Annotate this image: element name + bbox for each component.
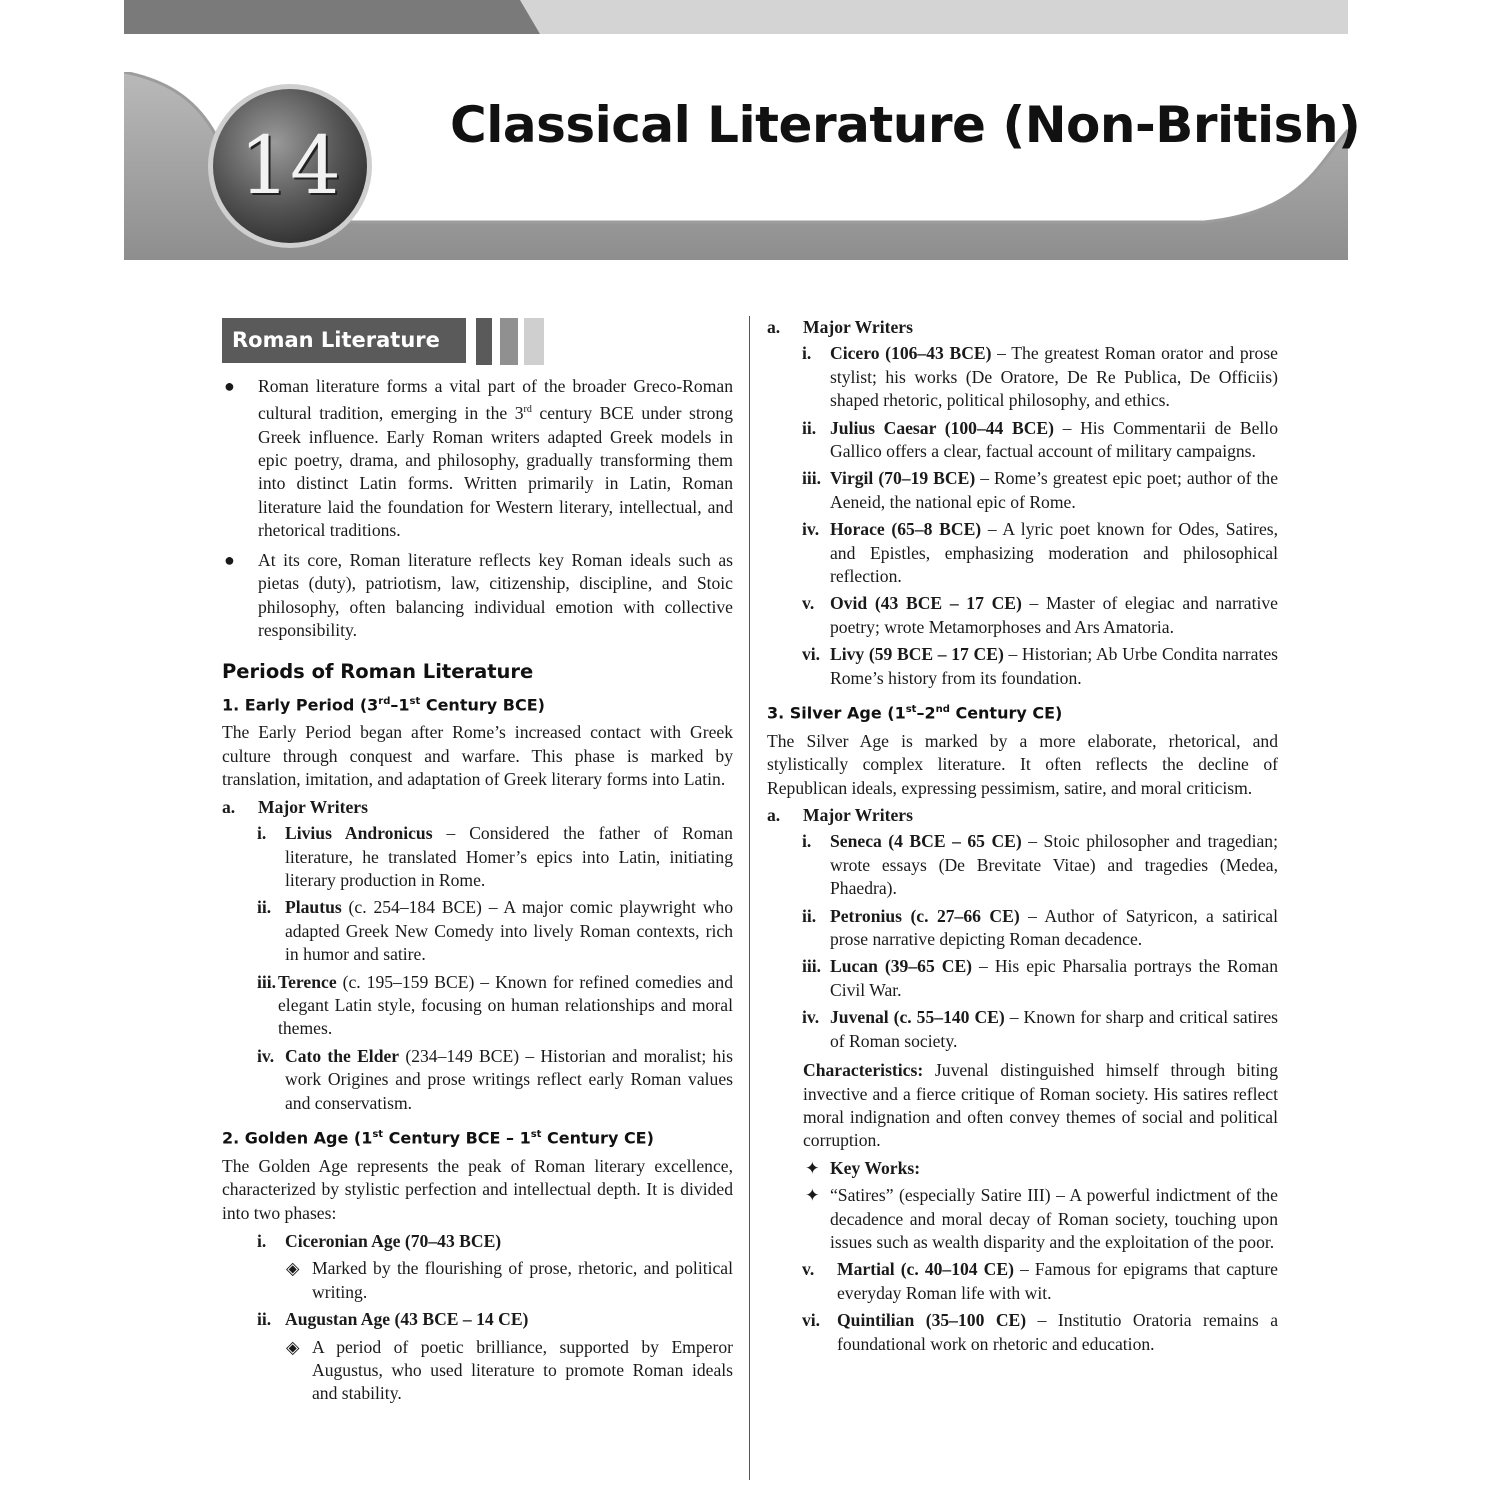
bullet-text: Roman literature forms a vital part of the broader Greco-Roman cultural tradition, emerging in the 3 (258, 376, 733, 424)
writer-item: iii. Lucan (39–65 CE) – His epic Pharsalia portrays the Roman Civil War. (802, 956, 1278, 1000)
right-column (767, 316, 1278, 1360)
writer-name: Lucan (39–65 CE) (830, 956, 973, 977)
writer-name: Plautus (285, 897, 342, 918)
writer-name: Martial (c. 40–104 CE) (837, 1259, 1014, 1280)
writer-item: ii. Julius Caesar (100–44 BCE) – His Commentarii de Bello Gallico offers a clear, factual account of military campaigns. (802, 417, 1278, 462)
writer-item: vi. Quintilian (35–100 CE) – Institutio Oratoria remains a foundational work on rhetoric and education. (802, 1310, 1279, 1354)
star-bullet-icon: ✦ (805, 1157, 820, 1178)
writer-name: Cato the Elder (285, 1045, 400, 1066)
writer-item: iii. Virgil (70–19 BCE) – Rome’s greatest epic poet; author of the Aeneid, the national epic of Rome. (802, 468, 1279, 512)
golden-writers-label: a. Major Writers (767, 317, 913, 337)
section-stripe (524, 318, 544, 365)
silver-writers-label: a. Major Writers (767, 805, 913, 826)
phase-item: ii. Augustan Age (43 BCE – 14 CE) (257, 1309, 529, 1330)
diamond-bullet-icon: ◈ (286, 1336, 300, 1357)
chapter-number: 14 (239, 119, 341, 212)
writer-name: Cicero (106–43 BCE) (830, 343, 992, 364)
writer-name: Horace (65–8 BCE) (830, 519, 982, 540)
writer-name: Livius Andronicus (285, 823, 433, 844)
writer-item: ii. Petronius (c. 27–66 CE) – Author of Satyricon, a satirical prose narrative depicting Roman decadence. (802, 905, 1278, 950)
writer-name: Ovid (43 BCE – 17 CE) (830, 593, 1022, 614)
bullet-text: century BCE under strong Greek influence. Early Roman writers adapted Greek models in epic poetry, drama, and philosophy, gradually transforming them into distinct Latin forms. Written primarily in Latin, Roman literature laid the foundation for Western literary, intellectual, and rhetorical traditions. (258, 403, 734, 541)
writer-name: Julius Caesar (100–44 BCE) (830, 417, 1055, 438)
writer-item: iv. Horace (65–8 BCE) – A lyric poet known for Odes, Satires, and Epistles, emphasizing moderation and philosophical reflection. (802, 519, 1278, 587)
writer-name: Quintilian (35–100 CE) (837, 1310, 1027, 1331)
writer-name: Virgil (70–19 BCE) (830, 468, 976, 489)
section-header (222, 316, 733, 365)
bullet-dot: ● (224, 376, 235, 396)
diamond-bullet-icon: ◈ (286, 1258, 300, 1279)
phase-note: ◈ A period of poetic brilliance, supported by Emperor Augustus, who used literature to promote Roman ideals and stability. (286, 1336, 733, 1404)
phase-name: Augustan Age (43 BCE – 14 CE) (285, 1309, 529, 1330)
periods-heading: Periods of Roman Literature (222, 660, 534, 684)
bullet-dot: ● (224, 549, 235, 570)
writer-item: v. Martial (c. 40–104 CE) – Famous for epigrams that capture everyday Roman life with wit. (802, 1259, 1278, 1303)
writer-name: Terence (278, 971, 337, 992)
early-period-intro: The Early Period began after Rome’s increased contact with Greek culture through conquest and warfare. This phase is marked by translation, imitation, and adaptation of Greek literary forms into Latin. (222, 722, 733, 790)
phase-name: Ciceronian Age (70–43 BCE) (285, 1230, 502, 1251)
writer-item: ii. Plautus (c. 254–184 BCE) – A major comic playwright who adapted Greek New Comedy into lively Roman contexts, rich in humor and satire. (257, 897, 733, 965)
early-period-heading: 1. Early Period (3rd–1st Century BCE) (222, 695, 545, 715)
characteristics-label: Characteristics: (803, 1060, 924, 1081)
chapter-title: Classical Literature (Non-British) (450, 96, 1361, 154)
bullet-text: At its core, Roman literature reflects key Roman ideals such as pietas (duty), patriotism, law, citizenship, discipline, and Stoic philosophy, often balancing individual emotion with collective responsibility. (258, 549, 733, 640)
golden-age-intro: The Golden Age represents the peak of Roman literary excellence, characterized by stylistic perfection and intellectual depth. It is divided into two phases: (222, 1155, 733, 1223)
section-title: Roman Literature (222, 318, 466, 363)
writer-item: iii. Terence (c. 195–159 BCE) – Known for refined comedies and elegant Latin style, focusing on human relationships and moral themes. (257, 971, 733, 1039)
writer-name: Seneca (4 BCE – 65 CE) (830, 831, 1022, 852)
header-top-bar (124, 0, 1348, 34)
writer-item: i. Livius Andronicus – Considered the father of Roman literature, he translated Homer’s epics into Latin, initiating literary production in Rome. (257, 823, 733, 890)
writer-item: iv. Cato the Elder (234–149 BCE) – Historian and moralist; his work Origines and prose writings reflect early Roman values and conservatism. (257, 1045, 734, 1113)
writer-item: iv. Juvenal (c. 55–140 CE) – Known for sharp and critical satires of Roman society. (802, 1007, 1279, 1051)
section-stripe (500, 318, 518, 365)
phase-note: ◈ Marked by the flourishing of prose, rhetoric, and political writing. (286, 1258, 733, 1302)
superscript: rd (523, 404, 532, 416)
writer-item: vi. Livy (59 BCE – 17 CE) – Historian; Ab Urbe Condita narrates Rome’s history from its foundation. (802, 644, 1278, 688)
writer-name: Livy (59 BCE – 17 CE) (830, 644, 1004, 665)
early-writers-label: a. Major Writers (222, 796, 368, 817)
intro-bullet (222, 375, 733, 543)
writer-name: Petronius (c. 27–66 CE) (830, 905, 1020, 926)
writer-item: v. Ovid (43 BCE – 17 CE) – Master of elegiac and narrative poetry; wrote Metamorphoses and Ars Amatoria. (802, 593, 1278, 637)
star-bullet-icon: ✦ (805, 1185, 820, 1206)
phase-item: i. Ciceronian Age (70–43 BCE) (257, 1230, 502, 1251)
writer-item: i. Seneca (4 BCE – 65 CE) – Stoic philosopher and tragedian; wrote essays (De Brevitate Vitae) and tragedies (Medea, Phaedra). (802, 831, 1278, 899)
golden-age-heading: 2. Golden Age (1st Century BCE – 1st Century CE) (222, 1128, 654, 1148)
silver-age-intro: The Silver Age is marked by a more elaborate, rhetorical, and stylistically complex literature. It often reflects the decline of Republican ideals, expressing pessimism, satire, and moral criticism. (767, 730, 1278, 798)
writer-item: i. Cicero (106–43 BCE) – The greatest Roman orator and prose stylist; his works (De Oratore, De Re Publica, De Officiis) shaped rhetoric, political philosophy, and ethics. (802, 343, 1278, 411)
key-work-item: ✦ “Satires” (especially Satire III) – A powerful indictment of the decadence and moral decay of Roman society, touching upon issues such as wealth disparity and the exploitation of the poor. (805, 1185, 1278, 1252)
key-works-label: ✦ Key Works: (767, 1157, 1278, 1180)
section-stripe (476, 318, 492, 365)
characteristics-paragraph: Characteristics: Juvenal distinguished himself through biting invective and a fierce critique of Roman society. His satires reflect moral indignation and often convey themes of social and political corruption. (803, 1060, 1278, 1151)
left-column (222, 316, 733, 1410)
column-divider (749, 316, 750, 1480)
silver-age-heading: 3. Silver Age (1st–2nd Century CE) (767, 703, 1063, 723)
intro-bullet (222, 549, 733, 643)
writer-name: Juvenal (c. 55–140 CE) (830, 1007, 1005, 1028)
